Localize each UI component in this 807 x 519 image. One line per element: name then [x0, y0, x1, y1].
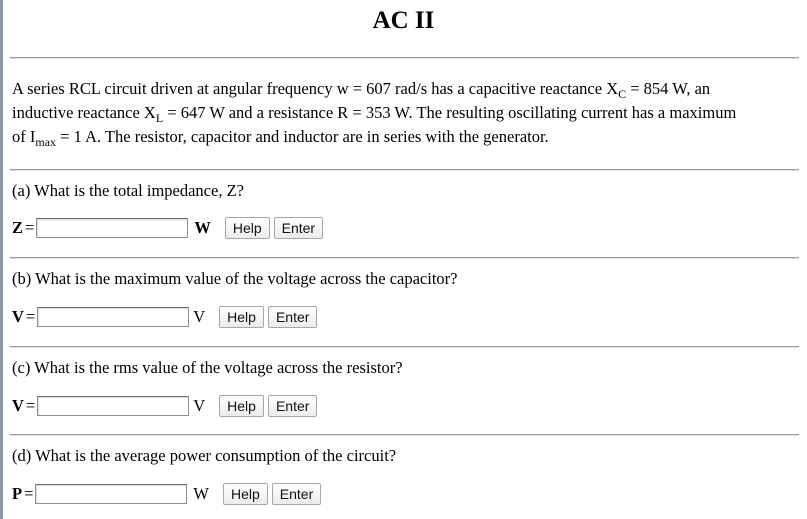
question-c-equals: =	[25, 396, 36, 415]
question-d-enter-button[interactable]: Enter	[272, 483, 321, 505]
divider	[10, 434, 799, 436]
question-c-help-button[interactable]: Help	[219, 395, 264, 417]
question-d-help-button[interactable]: Help	[223, 483, 268, 505]
question-c-enter-button[interactable]: Enter	[268, 395, 317, 417]
question-a-equals: =	[25, 218, 35, 237]
problem-line-2: inductive reactance $X_L = 647$ W and a resistance R = 353 W. The resulting oscillating current has a maximum	[12, 103, 737, 125]
problem-line-1: A series RCL circuit driven at angular frequency w = 607 rad/s has a capacitive reactance $X_C = 854$ W, an	[12, 79, 711, 101]
question-d-input[interactable]	[35, 484, 187, 504]
window-left-edge	[0, 0, 3, 519]
question-b-equals: =	[25, 307, 36, 326]
question-c-text: (c) What is the rms value of the voltage across the resistor?	[12, 358, 403, 377]
divider	[10, 257, 799, 259]
question-b-unit: V	[193, 307, 206, 326]
question-a-unit: W	[194, 218, 211, 237]
question-d-unit: W	[193, 484, 209, 503]
question-d-equals: =	[24, 484, 34, 503]
question-b-variable: V	[12, 307, 24, 326]
divider	[10, 169, 799, 171]
question-a-answer-row	[12, 216, 327, 240]
question-d-text: (d) What is the average power consumption of the circuit?	[12, 446, 397, 465]
question-b-input[interactable]	[37, 307, 189, 327]
question-c-answer-row	[12, 394, 321, 418]
page-title: AC II	[372, 7, 435, 34]
question-a-enter-button[interactable]: Enter	[274, 217, 323, 239]
question-c-unit: V	[193, 396, 206, 415]
question-d-variable: P	[12, 484, 23, 503]
question-a-input[interactable]	[36, 218, 188, 238]
problem-statement	[12, 77, 797, 149]
problem-line-3: of $I_{max} = 1$ A. The resistor, capacitor and inductor are in series with the generator.	[12, 127, 549, 149]
question-b-text: (b) What is the maximum value of the voltage across the capacitor?	[12, 269, 458, 288]
question-c-variable: V	[12, 396, 24, 415]
question-b-answer-row	[12, 305, 321, 329]
question-c-input[interactable]	[37, 396, 189, 416]
question-a-text: (a) What is the total impedance, Z?	[12, 181, 244, 200]
question-a-help-button[interactable]: Help	[225, 217, 270, 239]
question-b-enter-button[interactable]: Enter	[268, 306, 317, 328]
question-d-answer-row	[12, 482, 325, 506]
question-a-variable: Z	[12, 218, 24, 237]
divider	[10, 57, 799, 59]
divider	[10, 346, 799, 348]
question-b-help-button[interactable]: Help	[219, 306, 264, 328]
